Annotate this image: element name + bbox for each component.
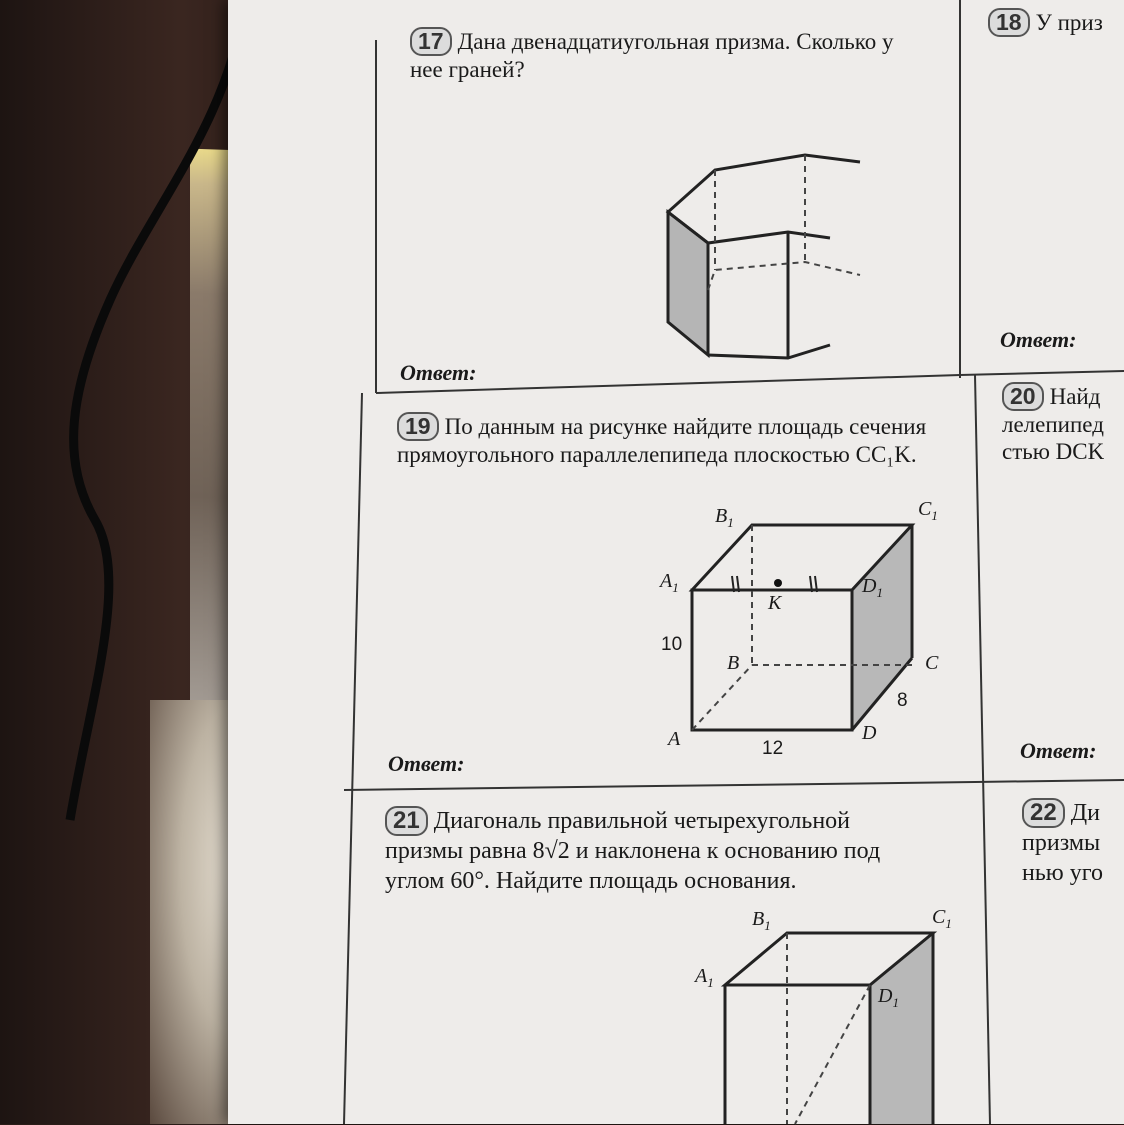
task-21 (385, 806, 970, 896)
task-number-badge: 18 (988, 8, 1030, 37)
task-number-badge: 22 (1022, 798, 1065, 828)
vertex-label-B1: $B_1$ (715, 505, 734, 530)
task-text: лелепипед (1002, 412, 1104, 438)
task-19 (397, 412, 947, 468)
vertex-label-D1: $D_1$ (862, 575, 883, 600)
task-text: Найд (1049, 384, 1101, 409)
task-22 (1022, 798, 1124, 888)
task-text: нью уго (1022, 860, 1103, 887)
task-text: призмы равна 8√2 и наклонена к основанию под (385, 838, 881, 865)
task-17 (410, 27, 930, 83)
answer-label: Ответ: (1020, 738, 1097, 763)
edge-length-label: 12 (762, 738, 784, 759)
vertex-label-C1: $C_1$ (918, 498, 938, 523)
vertex-label-D1: $D_1$ (878, 985, 899, 1010)
vertex-label-B1: $B_1$ (752, 908, 771, 933)
vertex-label-C1: $C_1$ (932, 906, 952, 931)
task-number-badge: 21 (385, 806, 428, 836)
vertex-label-C: C (925, 652, 939, 674)
answer-label: Ответ: (400, 360, 477, 385)
answer-label: Ответ: (1000, 327, 1077, 352)
task-text: У приз (1035, 10, 1103, 35)
prism-figure (715, 925, 955, 1125)
edge-height-label: 10 (661, 634, 683, 655)
answer-label: Ответ: (388, 751, 465, 776)
point-label-K: K (768, 592, 782, 614)
vertex-label-A: A (668, 728, 681, 750)
task-18 (988, 8, 1124, 37)
task-text: стью DCK (1002, 439, 1105, 465)
vertex-label-A1: $A_1$ (695, 965, 714, 990)
task-text: Диагональ правильной четырехугольной (433, 808, 851, 834)
vertex-label-B: B (727, 652, 740, 674)
prism-figure (660, 150, 900, 370)
task-number-badge: 17 (410, 27, 452, 56)
vertex-label-D: D (862, 722, 877, 744)
task-text: углом 60°. Найдите площадь основания. (385, 868, 797, 895)
task-20 (1002, 382, 1124, 465)
task-text: Дана двенадцатиугольная призма. Сколько у нее граней? (410, 29, 894, 83)
task-text: Ди (1070, 800, 1100, 826)
task-text: По данным на рисунке найдите площадь сечения прямоугольного параллелепипеда плоскостью CC₁K. (397, 414, 927, 468)
parallelepiped-figure (680, 510, 960, 750)
task-number-badge: 19 (397, 412, 439, 441)
vertex-label-A1: $A_1$ (660, 570, 679, 595)
task-number-badge: 20 (1002, 382, 1044, 411)
task-text: призмы (1022, 830, 1101, 857)
edge-depth-label: 8 (897, 690, 908, 711)
